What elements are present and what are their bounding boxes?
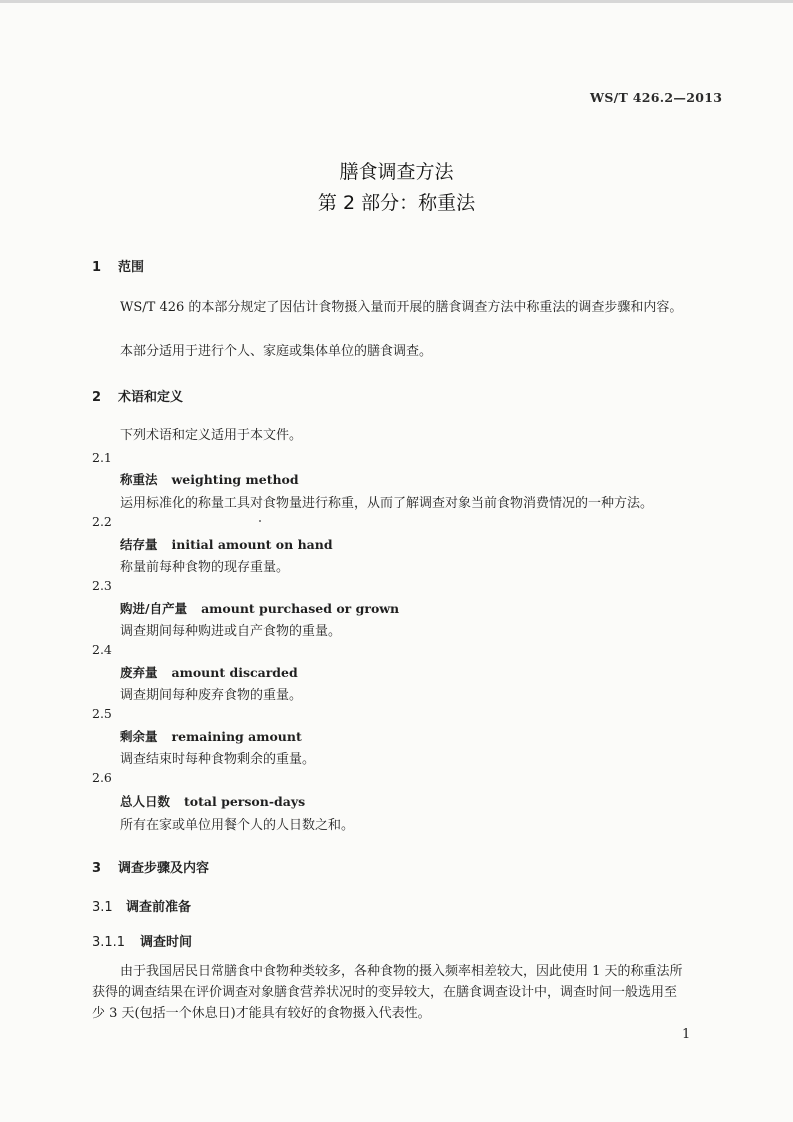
term-en: amount discarded [171, 665, 298, 680]
section-title: 范围 [118, 260, 145, 275]
subsection-heading-3-1-1 [92, 931, 192, 950]
term-definition: 调查期间每种购进或自产食物的重量。 [120, 624, 342, 639]
term-en: weighting method [171, 472, 299, 487]
section-title: 术语和定义 [118, 390, 184, 405]
term-zh: 总人日数 [120, 794, 171, 809]
term-number: 2.3 [92, 578, 112, 593]
paragraph-line: 获得的调查结果在评价调查对象膳食营养状况时的变异较大，在膳食调查设计中，调查时间一般选用至 [92, 985, 678, 1000]
paragraph: 下列术语和定义适用于本文件。 [120, 428, 303, 443]
scan-speck [259, 520, 261, 522]
term-en: total person-days [184, 794, 306, 809]
section-number: 1 [92, 260, 102, 275]
section-title: 调查步骤及内容 [118, 861, 210, 876]
term-definition: 称量前每种食物的现存重量。 [120, 560, 290, 575]
term-name [120, 599, 399, 617]
term-en: amount purchased or grown [201, 601, 400, 616]
term-zh: 废弃量 [120, 665, 158, 680]
term-name [120, 792, 305, 810]
subsection-title: 调查前准备 [126, 900, 192, 915]
page-number: 1 [682, 1027, 691, 1042]
section-heading-1 [92, 256, 144, 275]
term-definition: 运用标准化的称量工具对食物量进行称重，从而了解调查对象当前食物消费情况的一种方法。 [120, 496, 654, 511]
term-number: 2.2 [92, 514, 112, 529]
term-en: remaining amount [171, 729, 302, 744]
term-zh: 购进/自产量 [120, 601, 188, 616]
document-subtitle: 第 2 部分：称重法 [317, 192, 476, 214]
scan-edge [0, 0, 793, 3]
paragraph: WS/T 426 的本部分规定了因估计食物摄入量而开展的膳食调查方法中称重法的调查步骤和内容。 [120, 300, 683, 315]
section-heading-3 [92, 857, 209, 876]
paragraph-line: 少 3 天(包括一个休息日)才能具有较好的食物摄入代表性。 [92, 1006, 431, 1021]
term-number: 2.5 [92, 706, 112, 721]
term-zh: 称重法 [120, 472, 158, 487]
standard-code: WS/T 426.2—2013 [590, 90, 723, 105]
subsection-number: 3.1 [92, 900, 113, 915]
subsection-heading-3-1 [92, 896, 191, 915]
term-definition: 调查结束时每种食物剩余的重量。 [120, 752, 316, 767]
term-name [120, 727, 302, 745]
section-heading-2 [92, 386, 183, 405]
term-name [120, 663, 298, 681]
term-number: 2.4 [92, 642, 112, 657]
term-zh: 结存量 [120, 537, 158, 552]
term-number: 2.6 [92, 770, 112, 785]
term-definition: 所有在家或单位用餐个人的人日数之和。 [120, 818, 355, 833]
term-zh: 剩余量 [120, 729, 158, 744]
paragraph-line: 由于我国居民日常膳食中食物种类较多，各种食物的摄入频率相差较大，因此使用 1 天的称重法所 [120, 964, 683, 979]
subsection-number: 3.1.1 [92, 935, 126, 950]
term-en: initial amount on hand [171, 537, 333, 552]
section-number: 2 [92, 390, 102, 405]
term-name [120, 535, 333, 553]
term-name [120, 470, 299, 488]
subsection-title: 调查时间 [140, 935, 193, 950]
document-title: 膳食调查方法 [339, 161, 454, 183]
term-definition: 调查期间每种废弃食物的重量。 [120, 688, 303, 703]
term-number: 2.1 [92, 450, 112, 465]
paragraph: 本部分适用于进行个人、家庭或集体单位的膳食调查。 [120, 344, 433, 359]
section-number: 3 [92, 861, 102, 876]
